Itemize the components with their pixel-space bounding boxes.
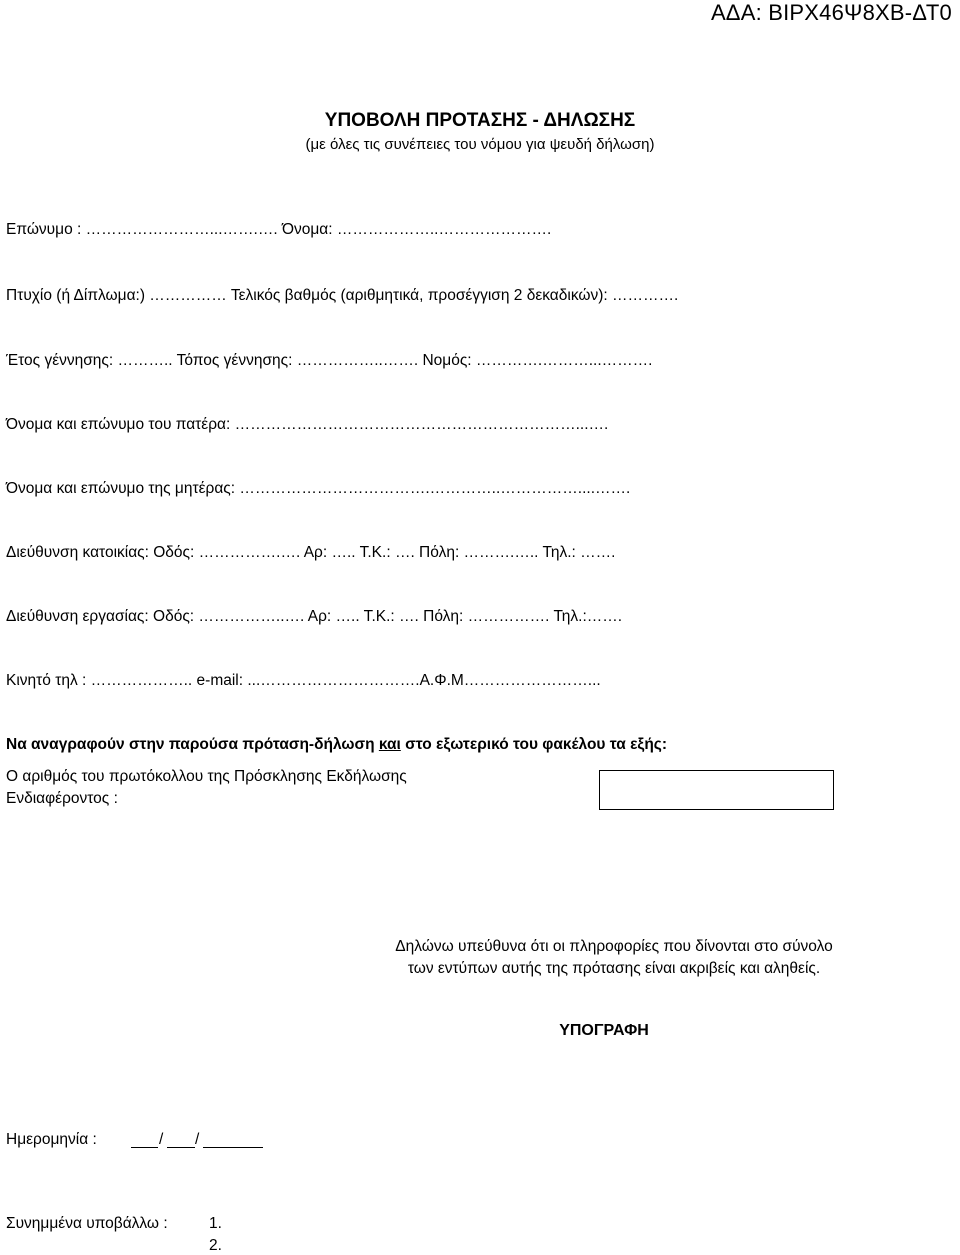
field-home-address: Διεύθυνση κατοικίας: Οδός: …………….…. Αρ: ….. Τ.Κ.: …. Πόλη: ……….….. Τηλ.: ……. — [6, 544, 616, 561]
date-day-line[interactable] — [131, 1147, 158, 1148]
protocol-label-line1: Ο αριθμός του πρωτόκολλου της Πρόσκλησης Εκδήλωσης — [6, 768, 407, 785]
field-degree-grade: Πτυχίο (ή Δίπλωμα:) …………… Τελικός βαθμός (αριθμητικά, προσέγγιση 2 δεκαδικών): …………. — [6, 287, 679, 304]
field-mother-name: Όνομα και επώνυμο της μητέρας: ……………………………….…………..……………....……. — [6, 480, 631, 497]
protocol-number-box[interactable] — [599, 770, 834, 810]
field-surname-name: Επώνυμο : ……………………...…….…. Όνομα: ………………..…………………. — [6, 221, 552, 238]
field-work-address: Διεύθυνση εργασίας: Οδός: ……………..…. Αρ: ….. Τ.Κ.: …. Πόλη: ……………. Τηλ.:……. — [6, 608, 623, 625]
attachments-label: Συνημμένα υποβάλλω : — [6, 1215, 168, 1232]
date-month-line[interactable] — [167, 1147, 195, 1148]
date-separator-2: / — [195, 1131, 200, 1148]
ada-code: ΑΔΑ: ΒΙΡΧ46Ψ8ΧΒ-ΔΤ0 — [710, 0, 952, 25]
instruction-emphasis: και — [378, 736, 401, 753]
signature-label: ΥΠΟΓΡΑΦΗ — [559, 1022, 649, 1039]
date-year-line[interactable] — [203, 1147, 263, 1148]
protocol-label-line2: Ενδιαφέροντος : — [6, 790, 118, 807]
instruction-text: Να αναγραφούν στην παρούσα πρόταση-δήλωση και στο εξωτερικό του φακέλου τα εξής: — [6, 736, 668, 753]
date-label: Ημερομηνία : — [6, 1131, 97, 1148]
field-contact: Κινητό τηλ : ……………….. e-mail: ...………………………….Α.Φ.Μ……………………... — [6, 672, 601, 689]
attachment-item-2: 2. — [209, 1237, 222, 1254]
document-subtitle: (με όλες τις συνέπειες του νόμου για ψευδή δήλωση) — [305, 136, 655, 153]
attachment-item-1: 1. — [209, 1215, 222, 1232]
date-separator-1: / — [159, 1131, 164, 1148]
declaration-line1: Δηλώνω υπεύθυνα ότι οι πληροφορίες που δίνονται στο σύνολο — [395, 938, 833, 955]
field-birth: Έτος γέννησης: ……….. Τόπος γέννησης: ……………..……. Νομός: ………….………...………. — [6, 352, 653, 369]
document-title: ΥΠΟΒΟΛΗ ΠΡΟΤΑΣΗΣ - ΔΗΛΩΣΗΣ — [324, 110, 636, 131]
field-father-name: Όνομα και επώνυμο του πατέρα: …………………………………………………………...…. — [6, 416, 609, 433]
declaration-line2: των εντύπων αυτής της πρότασης είναι ακριβείς και αληθείς. — [407, 960, 821, 977]
